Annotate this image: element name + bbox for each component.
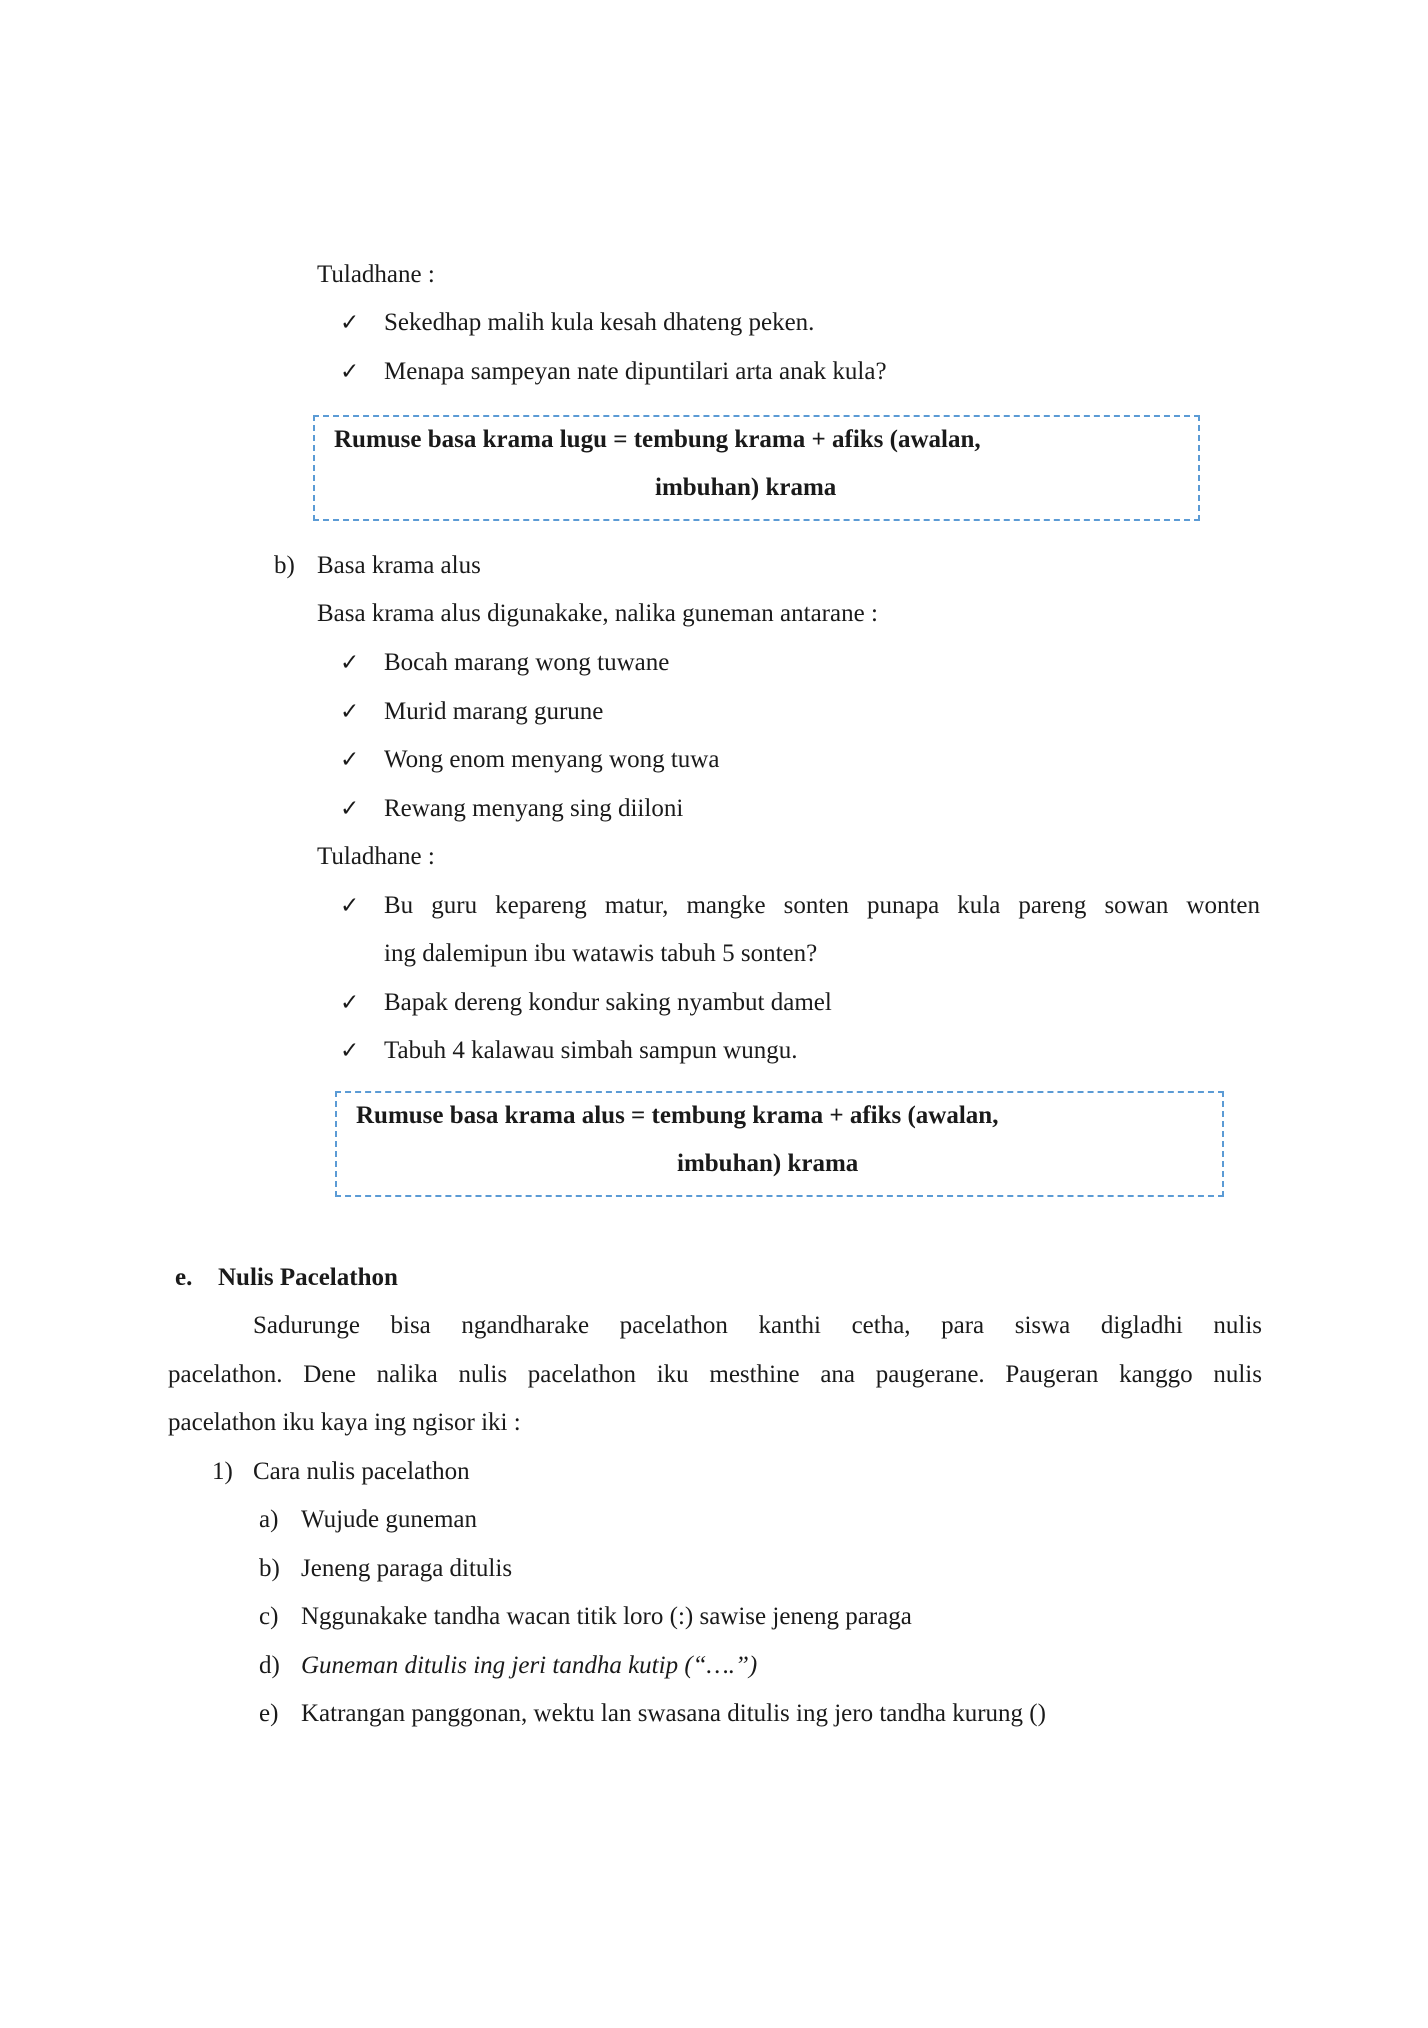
example-item: Bapak dereng kondur saking nyambut damel	[384, 989, 832, 1016]
formula-box-krama-lugu	[313, 415, 1200, 521]
example-label: Tuladhane :	[317, 261, 435, 288]
checkmark-icon: ✓	[340, 699, 360, 725]
checkmark-icon: ✓	[340, 359, 360, 385]
formula-line: imbuhan) krama	[655, 474, 837, 501]
sublist-marker: a)	[259, 1506, 279, 1533]
formula-line: Rumuse basa krama lugu = tembung krama + afiks (awalan,	[334, 426, 981, 453]
checkmark-icon: ✓	[340, 893, 360, 919]
sublist-item: Jeneng paraga ditulis	[301, 1555, 513, 1582]
usage-item: Rewang menyang sing diiloni	[384, 795, 684, 822]
section-marker: e.	[175, 1264, 193, 1291]
checkmark-icon: ✓	[340, 747, 360, 773]
list-marker: b)	[274, 552, 295, 579]
usage-item: Wong enom menyang wong tuwa	[384, 746, 720, 773]
example-item-continued: ing dalemipun ibu watawis tabuh 5 sonten?	[384, 940, 818, 967]
checkmark-icon: ✓	[340, 990, 360, 1016]
section-title: Nulis Pacelathon	[218, 1264, 398, 1291]
list-marker: 1)	[212, 1458, 233, 1485]
checkmark-icon: ✓	[340, 1038, 360, 1064]
sublist-item: Guneman ditulis ing jeri tandha kutip (“….”)	[301, 1652, 758, 1679]
checkmark-icon: ✓	[340, 650, 360, 676]
example-item: Bu guru kepareng matur, mangke sonten punapa kula pareng sowan wonten	[384, 892, 1260, 919]
example-item: Sekedhap malih kula kesah dhateng peken.	[384, 309, 815, 336]
intro-text: Basa krama alus digunakake, nalika guneman antarane :	[317, 600, 878, 627]
formula-line: Rumuse basa krama alus = tembung krama + afiks (awalan,	[356, 1102, 999, 1129]
sublist-item: Katrangan panggonan, wektu lan swasana ditulis ing jero tandha kurung ()	[301, 1700, 1046, 1727]
paragraph-line: Sadurunge bisa ngandharake pacelathon kanthi cetha, para siswa digladhi nulis	[253, 1312, 1262, 1339]
example-item: Menapa sampeyan nate dipuntilari arta anak kula?	[384, 358, 887, 385]
formula-line: imbuhan) krama	[677, 1150, 859, 1177]
sublist-item: Nggunakake tandha wacan titik loro (:) sawise jeneng paraga	[301, 1603, 912, 1630]
paragraph-line: pacelathon iku kaya ing ngisor iki :	[168, 1409, 521, 1436]
usage-item: Bocah marang wong tuwane	[384, 649, 670, 676]
paragraph-line: pacelathon. Dene nalika nulis pacelathon iku mesthine ana paugerane. Paugeran kanggo nulis	[168, 1361, 1262, 1388]
example-label: Tuladhane :	[317, 843, 435, 870]
sublist-marker: b)	[259, 1555, 280, 1582]
example-item: Tabuh 4 kalawau simbah sampun wungu.	[384, 1037, 798, 1064]
formula-box-krama-alus	[335, 1091, 1224, 1197]
sublist-marker: c)	[259, 1603, 279, 1630]
sublist-marker: d)	[259, 1652, 280, 1679]
sublist-item: Wujude guneman	[301, 1506, 478, 1533]
sublist-marker: e)	[259, 1700, 279, 1727]
usage-item: Murid marang gurune	[384, 698, 604, 725]
subsection-heading: Basa krama alus	[317, 552, 481, 579]
list-item-label: Cara nulis pacelathon	[253, 1458, 470, 1485]
checkmark-icon: ✓	[340, 796, 360, 822]
checkmark-icon: ✓	[340, 310, 360, 336]
